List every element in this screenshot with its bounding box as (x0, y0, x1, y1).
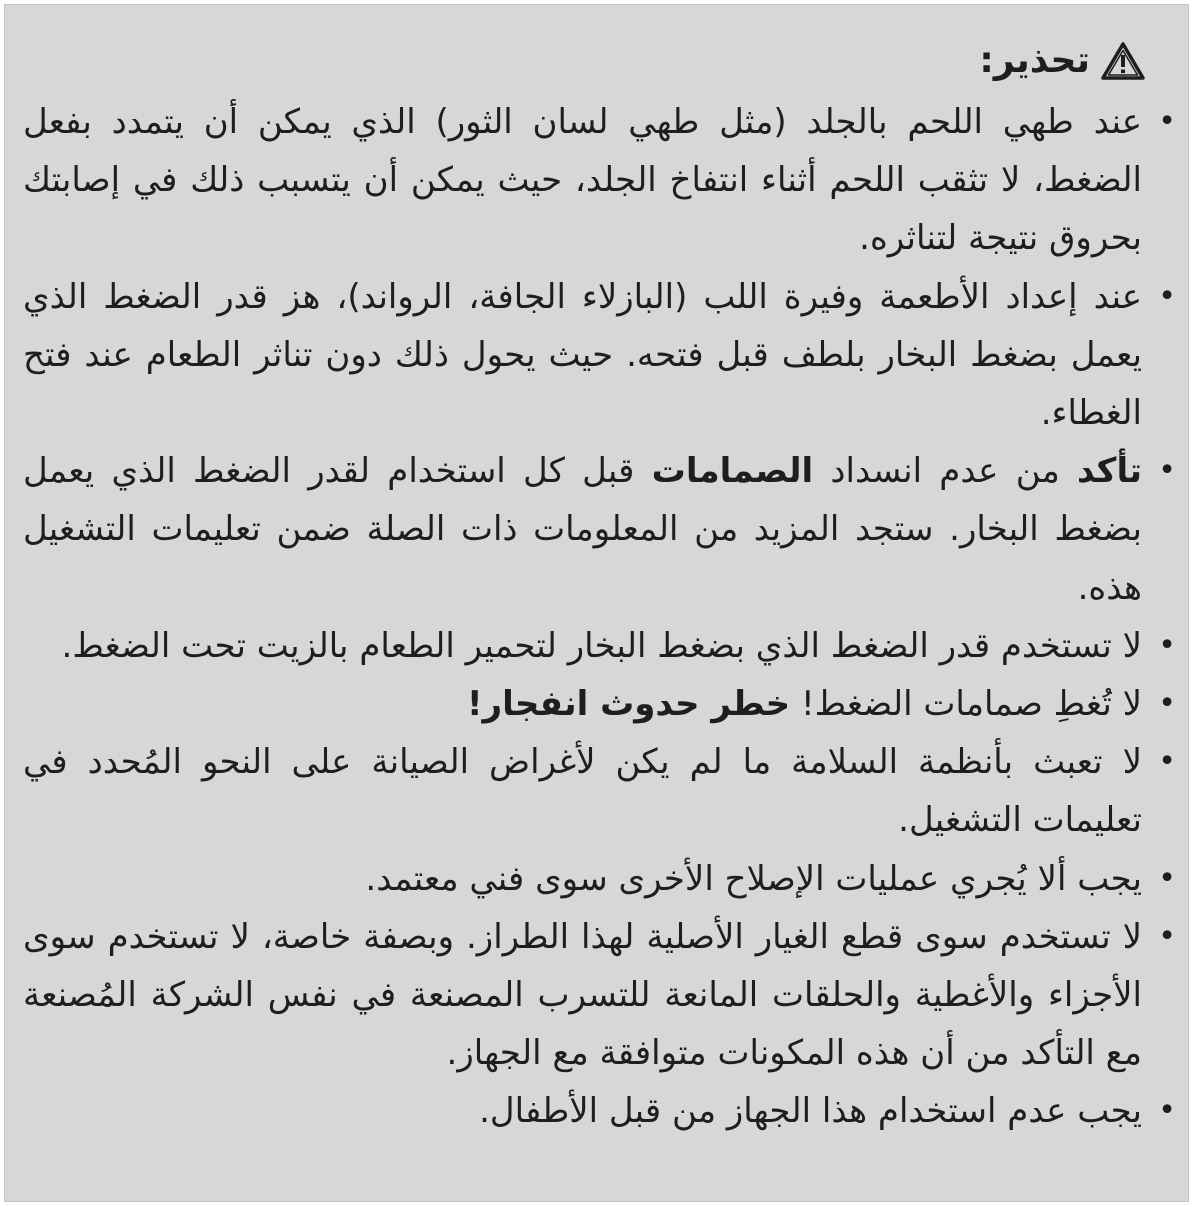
warning-item (23, 617, 1176, 675)
warning-text: يجب ألا يُجري عمليات الإصلاح الأخرى سوى فني معتمد. (365, 858, 1142, 899)
warning-title: تحذير: (979, 40, 1090, 81)
warning-text: قبل كل استخدام لقدر الضغط الذي يعمل بضغط البخار. ستجد المزيد من المعلومات ذات الصلة ضمن تعليمات التشغيل هذه. (23, 451, 1142, 608)
warning-item (23, 850, 1176, 908)
bullet-icon: • (1158, 453, 1176, 489)
warning-header (23, 37, 1146, 85)
bullet-icon: • (1158, 278, 1176, 314)
warning-text: لا تعبث بأنظمة السلامة ما لم يكن لأغراض الصيانة على النحو المُحدد في تعليمات التشغيل. (23, 742, 1142, 841)
warning-text: عند إعداد الأطعمة وفيرة اللب (البازلاء الجافة، الرواند)، هز قدر الضغط الذي يعمل بضغط البخار بلطف قبل فتحه. حيث يحول ذلك دون تناثر الطعام عند فتح الغطاء. (23, 276, 1142, 434)
warning-box (4, 4, 1189, 1202)
warning-text: لا تستخدم قدر الضغط الذي بضغط البخار لتحمير الطعام بالزيت تحت الضغط. (61, 625, 1142, 666)
bullet-icon: • (1158, 627, 1176, 663)
warning-item (23, 442, 1176, 617)
warning-text-bold: تأكد (1077, 451, 1142, 492)
warning-list (23, 93, 1176, 1141)
bullet-icon: • (1158, 104, 1176, 139)
warning-text-bold: الصمامات (651, 451, 814, 492)
bullet-icon: • (1158, 918, 1176, 954)
warning-item (23, 908, 1176, 1083)
bullet-icon: • (1158, 1093, 1176, 1129)
warning-text: يجب عدم استخدام هذا الجهاز من قبل الأطفال. (479, 1091, 1142, 1132)
warning-text: لا تُغطِ صمامات الضغط! (790, 684, 1142, 725)
warning-text-bold: خطر حدوث انفجار! (467, 684, 791, 725)
warning-item (23, 675, 1176, 733)
warning-item (23, 733, 1176, 849)
warning-item (23, 268, 1176, 443)
warning-item (23, 1082, 1176, 1140)
warning-text: من عدم انسداد (813, 451, 1078, 492)
warning-item (23, 93, 1176, 268)
warning-text: عند طهي اللحم بالجلد (مثل طهي لسان الثور) الذي يمكن أن يتمدد بفعل الضغط، لا تثقب اللحم أثناء انتفاخ الجلد، حيث يمكن أن يتسبب ذلك في إصابتك بحروق نتيجة لتناثره. (23, 102, 1142, 259)
warning-text: لا تستخدم سوى قطع الغيار الأصلية لهذا الطراز. وبصفة خاصة، لا تستخدم سوى الأجزاء والأغطية والحلقات المانعة للتسرب المصنعة في نفس الشركة المُصنعة مع التأكد من أن هذه المكونات متوافقة مع الجهاز. (23, 916, 1142, 1074)
bullet-icon: • (1158, 686, 1176, 722)
warning-triangle-icon (1100, 41, 1146, 81)
bullet-icon: • (1158, 744, 1176, 780)
bullet-icon: • (1158, 860, 1176, 896)
